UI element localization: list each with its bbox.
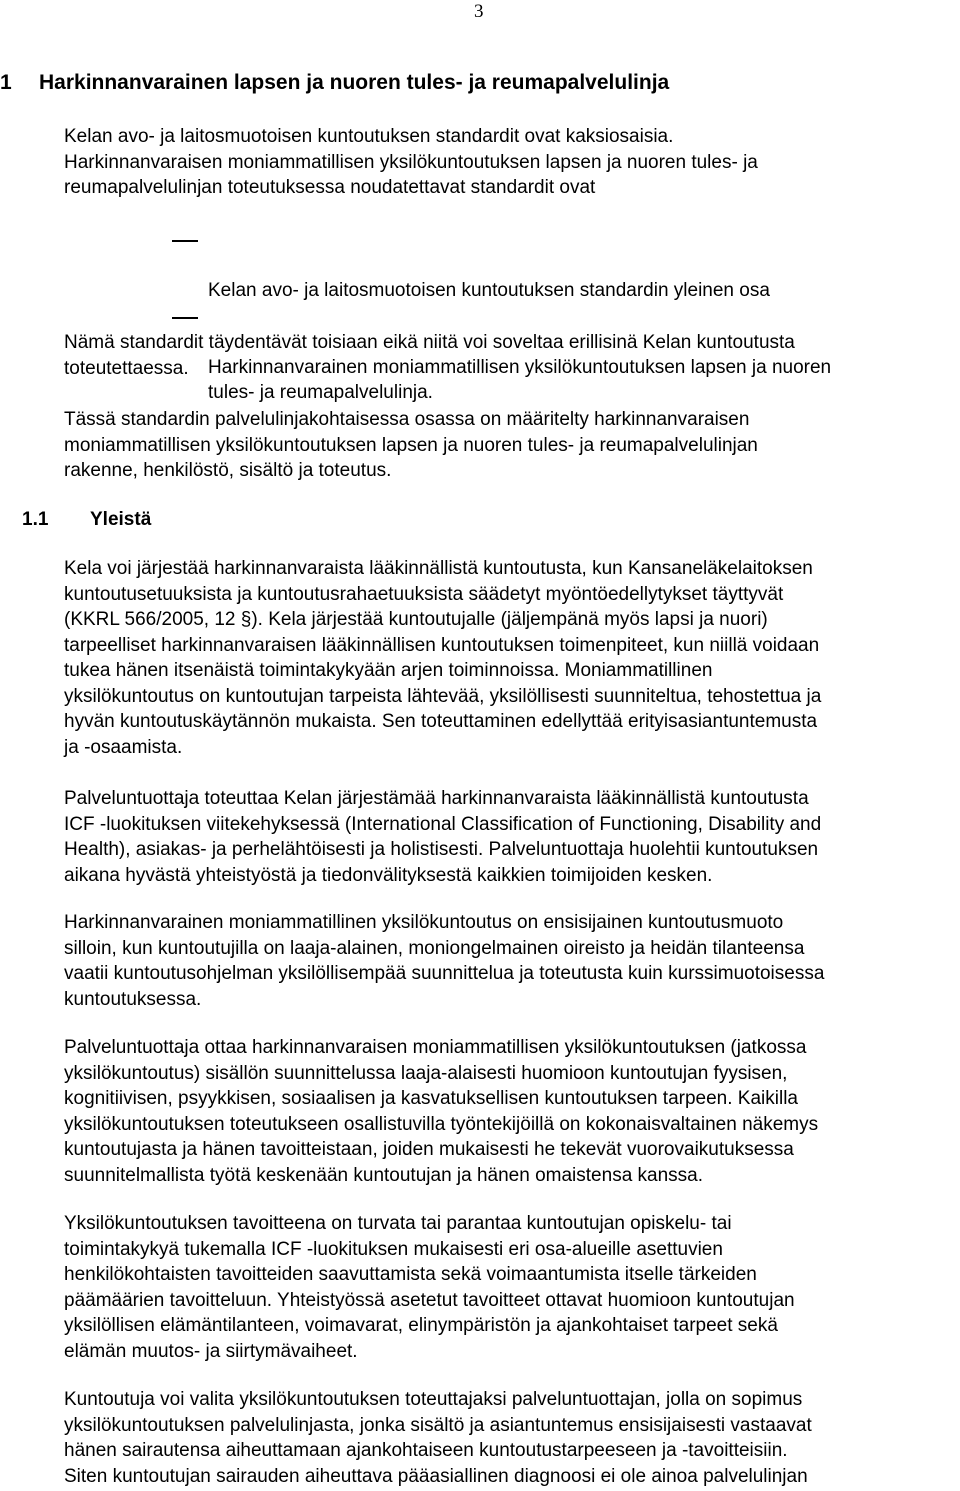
supplement-paragraph: Nämä standardit täydentävät toisiaan eikä niitä voi soveltaa erillisinä Kelan kuntoutusta toteutettaessa. [64,332,795,379]
section-number: 1 [0,71,12,94]
section-heading [0,71,669,95]
intro-paragraph: Kelan avo- ja laitosmuotoisen kuntoutuksen standardit ovat kaksiosaisia. Harkinnanvaraisen moniammatillisen yksilökuntoutuksen lapsen ja nuoren tules- ja reumapalvelulinjan toteutuksessa noudatettavat standardit ovat [64,126,758,198]
subsection-title: Yleistä [90,509,152,530]
body-paragraph: Harkinnanvarainen moniammatillinen yksilökuntoutus on ensisijainen kuntoutusmuoto silloin, kun kuntoutujilla on laaja-alainen, moniongelmainen oireisto ja heidän tilanteensa vaatii kuntoutusohjelman yksilöllisempää suunnittelua ja toteutusta kuin kurssimuotoisessa kuntoutuksessa. [64,912,825,1010]
list-item-text: Harkinnanvarainen moniammatillisen yksilökuntoutuksen lapsen ja nuoren tules- ja reumapalvelulinja. [208,356,832,403]
page-number: 3 [474,1,484,22]
dash-bullet-icon [172,317,198,319]
subsection-heading [22,509,151,531]
body-paragraph: Kela voi järjestää harkinnanvaraista lääkinnällistä kuntoutusta, kun Kansaneläkelaitoksen kuntoutusetuuksista ja kuntoutusrahaetuuksista säädetyt myöntöedellytykset täyttyvät (KKRL 566/2005, 12 §). Kela järjestää kuntoutujalle (jäljempänä myös lapsi ja nuori) tarpeelliset harkinnanvaraisen lääkinnällisen kuntoutuksen toimenpiteet, kun niillä voidaan tukea hänen itsenäistä toimintakykyään arjen toiminnoissa. Moniammatillinen yksilökuntoutus on kuntoutujan tarpeista lähtevää, yksilöllisesti suunniteltua, tehostettua ja hyvän kuntoutuskäytännön mukaista. Sen toteuttaminen edellyttää erityisasiantuntemusta ja -osaamista. [64,558,822,758]
subsection-number: 1.1 [22,509,49,530]
body-paragraph: Palveluntuottaja ottaa harkinnanvaraisen moniammatillisen yksilökuntoutuksen (jatkossa yksilökuntoutus) sisällön suunnittelussa laaja-alaisesti huomioon kuntoutujan fyysisen, kognitiivisen, psyykkisen, sosiaalisen ja kasvatuksellisen kuntoutuksen tarpeen. Kaikilla yksilökuntoutuksen toteutukseen osallistuvilla työntekijöillä on kokonaisvaltainen näkemys kuntoutujasta ja hänen tavoitteistaan, joiden mukaisesti he tekevät vuorovaikutuksessa suunnitelmallista työtä keskenään kuntoutujan ja hänen omaistensa kanssa. [64,1037,819,1186]
body-paragraph: Yksilökuntoutuksen tavoitteena on turvata tai parantaa kuntoutujan opiskelu- tai toimintakykyä tukemalla ICF -luokituksen mukaisesti eri osa-alueille asettuvien henkilökohtaisten tavoitteiden saavuttamista sekä voimaantumista itselle tärkeiden päämäärien tavoitteluun. Yhteistyössä asetetut tavoitteet ottavat huomioon kuntoutujan yksilöllisen elämäntilanteen, voimavarat, elinympäristön ja ajankohtaiset tarpeet sekä elämän muutos- ja siirtymävaiheet. [64,1213,795,1362]
list-item-text: Kelan avo- ja laitosmuotoisen kuntoutuksen standardin yleinen osa [208,280,770,301]
section-title: Harkinnanvarainen lapsen ja nuoren tules- ja reumapalvelulinja [39,71,670,94]
list-item [172,227,952,304]
dash-bullet-icon [172,240,198,242]
scope-paragraph: Tässä standardin palvelulinjakohtaisessa osassa on määritelty harkinnanvaraisen moniammatillisen yksilökuntoutuksen lapsen ja nuoren tules- ja reumapalvelulinjan rakenne, henkilöstö, sisältö ja toteutus. [64,409,758,481]
body-paragraph: Kuntoutuja voi valita yksilökuntoutuksen toteuttajaksi palveluntuottajan, jolla on sopimus yksilökuntoutuksen palvelulinjasta, jonka sisältö ja asiantuntemus ensisijaisesti vastaavat hänen sairautensa aiheuttamaan ajankohtaiseen kuntoutustarpeeseen ja -tavoitteisiin. Siten kuntoutujan sairauden aiheuttava pääasiallinen diagnoosi ei ole ainoa palvelulinjan [64,1389,812,1487]
body-paragraph: Palveluntuottaja toteuttaa Kelan järjestämää harkinnanvaraista lääkinnällistä kuntoutusta ICF -luokituksen viitekehyksessä (International Classification of Functioning, Disability and Health), asiakas- ja perhelähtöisesti ja holistisesti. Palveluntuottaja huolehtii kuntoutuksen aikana hyvästä yhteistyöstä ja tiedonvälityksestä kaikkien toimijoiden kesken. [64,788,822,886]
